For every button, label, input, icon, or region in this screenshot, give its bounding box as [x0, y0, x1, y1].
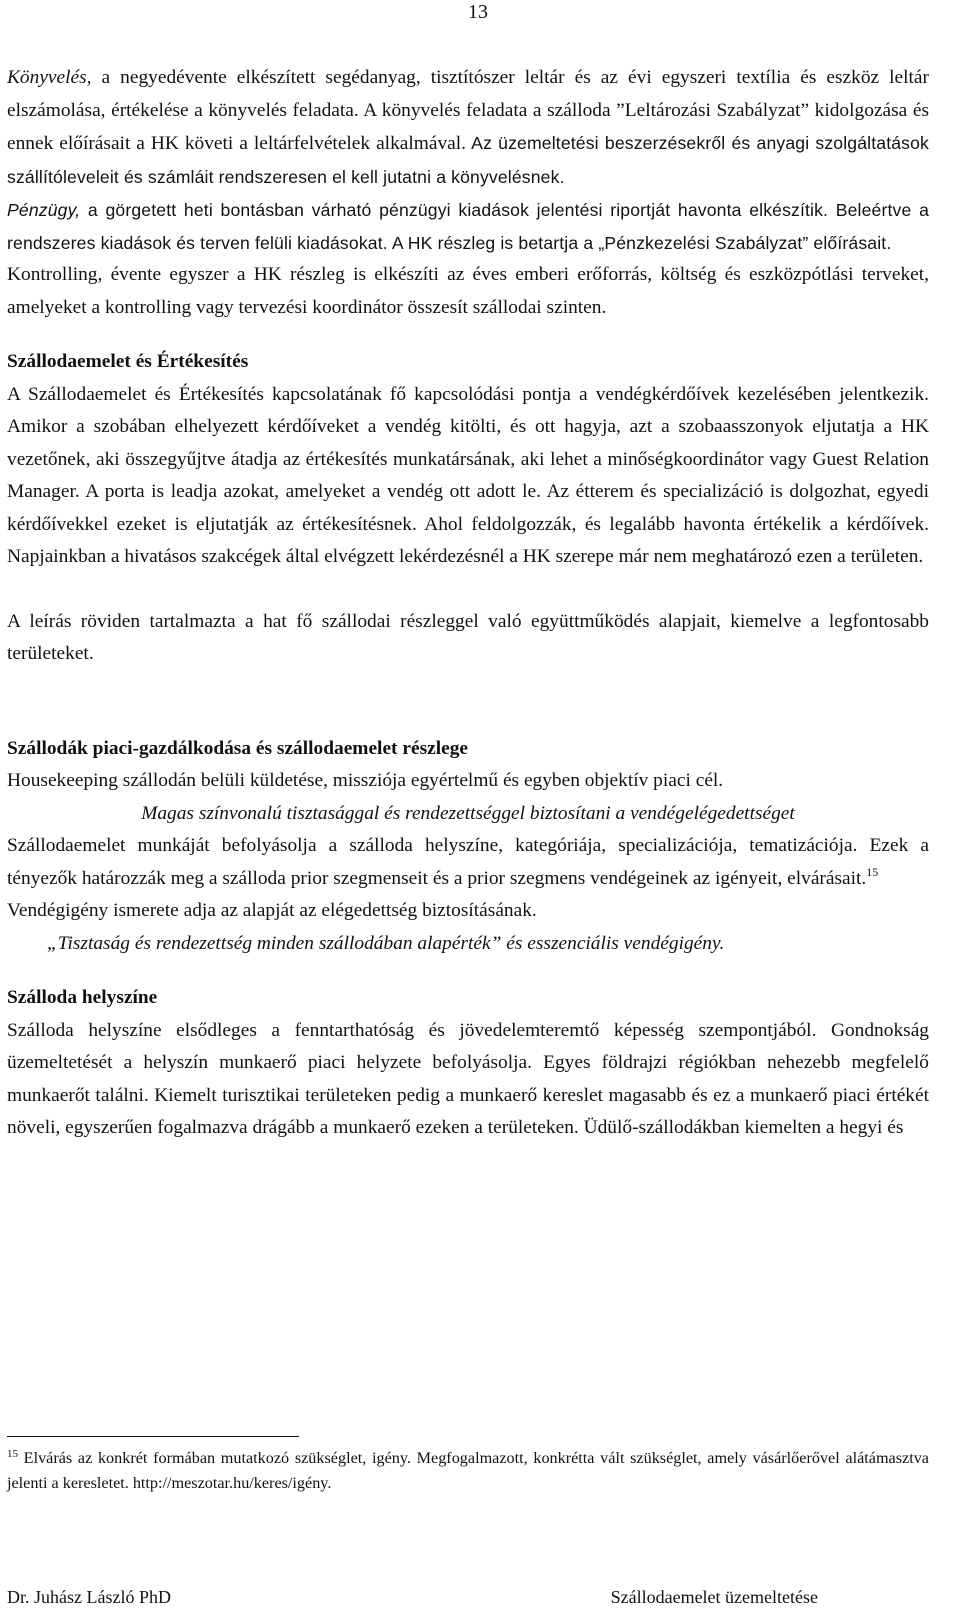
paragraph-location: Szálloda helyszíne elsődleges a fenntarthatóság és jövedelemteremtő képesség szempontjából. Gondnokság üzemeltetését a helyszín munkaerő piaci helyzete befolyásolja. Egyes földrajzi régiókban nehezebb megfelelő munkaerőt találni. Kiemelt turisztikai területeken pedig a munkaerő kereslet magasabb és ez a munkaerő piaci értékét növeli, egyszerűen fogalmazva drágább a munkaerő ezeken a területeken. Üdülő-szállodákban kiemelten a hegyi és: [7, 1019, 929, 1138]
footer-author: Dr. Juhász László PhD: [7, 1587, 171, 1607]
paragraph-lead: Könyvelés,: [7, 67, 92, 88]
section-heading-market: Szállodák piaci-gazdálkodása és szállodaemelet részlege: [7, 737, 469, 759]
footnote-divider: [7, 1436, 299, 1437]
page-number: 13: [468, 1, 488, 23]
quote-cleanliness: „Tisztaság és rendezettség minden szállodában alapérték” és esszenciális vendégigény.: [47, 932, 725, 954]
paragraph-controlling: Kontrolling, évente egyszer a HK részleg is elkészíti az éves emberi erőforrás, költség és eszközpótlási terveket, amelyeket a kontrolling vagy tervezési koordinátor összesít szállodai szinten.: [7, 264, 929, 318]
footnote-text: Elvárás az konkrét formában mutatkozó szükséglet, igény. Megfogalmazott, konkrétta vált szükséglet, amely vásárlőerővel alátámasztva jelenti a keresletet. http://meszotar.hu/keres/igény.: [7, 1449, 929, 1492]
paragraph-summary: A leírás röviden tartalmazta a hat fő szállodai részleggel való együttműködés alapjait, kiemelve a legfontosabb területeket.: [7, 610, 929, 664]
paragraph-guest-needs: Vendégigény ismerete adja az alapját az elégedettség biztosításának.: [7, 900, 537, 921]
paragraph-factors: [7, 830, 929, 895]
paragraph-lead: Pénzügy,: [7, 200, 81, 220]
paragraph-text: Szállodaemelet munkáját befolyásolja a szálloda helyszíne, kategóriája, specializációja, tematizációja. Ezek a tényezők határozzák meg a szálloda prior szegmenseit és a prior szegmens vendégeinek az igényeit, elvárásait.: [7, 835, 929, 889]
document-body: [7, 62, 929, 1145]
section-heading-sales: Szállodaemelet és Értékesítés: [7, 351, 249, 372]
footnote-number: 15: [7, 1448, 18, 1460]
paragraph-mission: Housekeeping szállodán belüli küldetése, missziója egyértelmű és egyben objektív piaci cél.: [7, 770, 724, 791]
paragraph-text: a görgetett heti bontásban várható pénzügyi kiadások jelentési riportját havonta elkészítik. Beleértve a rendszeres kiadások és terven felüli kiadásokat. A HK részleg is betartja a „Pénzkezelési Szabályzat” előírásait.: [7, 200, 929, 253]
paragraph-finance: [7, 194, 929, 259]
paragraph-text: a negyedévente elkészített segédanyag, tisztítószer leltár és az évi egyszeri textília és eszköz leltár elszámolása, értékelése a könyvelés feladata. A könyvelés feladata a szálloda ”Leltározási Szabályzat” kidolgozása és ennek előírásait a HK követi a leltárfelvételek alkalmával.: [7, 67, 929, 154]
section-heading-location: Szálloda helyszíne: [7, 987, 158, 1008]
footnote-reference: 15: [866, 864, 879, 879]
paragraph-accounting: [7, 62, 929, 194]
paragraph-sales: A Szállodaemelet és Értékesítés kapcsolatának fő kapcsolódási pontja a vendégkérdőívek kezelésében jelentkezik. Amikor a szobában elhelyezett kérdőíveket a vendég kitölti, és ott hagyja, azt a szobaasszonyok eljutatja a HK vezetőnek, aki összegyűjtve átadja az értékesítés munkatársának, aki lehet a minőségkoordinátor vagy Guest Relation Manager. A porta is leadja azokat, amelyeket a vendég ott adott le. Az étterem és specializáció is dolgozhat, egyedi kérdőívekkel ezeket is eljutatják az értékesítésnek. Ahol feldolgozzák, és legalább havonta értékelik a kérdőívek. Napjainkban a hivatásos szakcégek által elvégzett lekérdezésnél a HK szerepe már nem meghatározó ezen a területen.: [7, 383, 929, 567]
footer-title: Szállodaemelet üzemeltetése: [610, 1587, 818, 1607]
paragraph-text-sans: Az üzemeltetési beszerzésekről és anyagi szolgáltatások szállítóleveleit és számláit rendszeresen el kell jutatni a könyvelésnek.: [7, 133, 929, 187]
quote-quality: Magas színvonalú tisztasággal és rendezettséggel biztosítani a vendégelégedettséget: [141, 802, 795, 824]
footnote: [7, 1446, 929, 1496]
